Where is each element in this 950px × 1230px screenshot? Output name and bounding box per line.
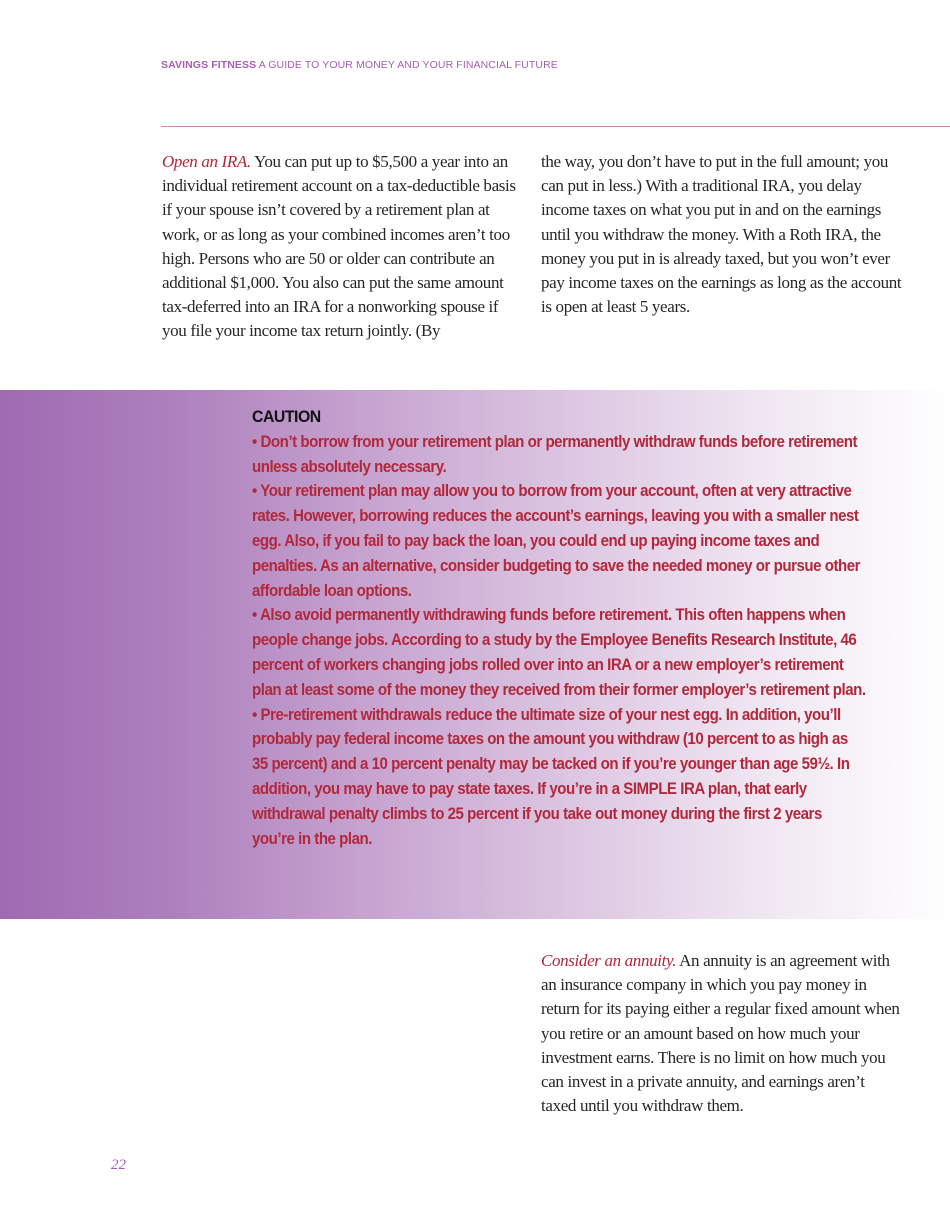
caution-bullet: • Also avoid permanently withdrawing funds before retirement. This often happens when people change jobs. According to a study by the Employee Benefits Research Institute, 46 percent of workers changing jobs rolled over into an IRA or a new employer’s retirement plan at least some of the money they received from their former employer’s retirement plan. [252, 606, 866, 699]
annuity-text: An annuity is an agreement with an insurance company in which you pay money in return for its paying either a regular fixed amount when you retire or an amount based on how much your investment earns. There is no limit on how much you can invest in a private annuity, and earnings aren’t taxed until you withdraw them. [541, 951, 900, 1116]
page-number: 22 [111, 1157, 126, 1173]
running-header [161, 59, 558, 71]
annuity-column [541, 949, 903, 1118]
ira-column-left [162, 150, 518, 344]
ira-column-right [541, 150, 903, 319]
ira-text-left: You can put up to $5,500 a year into an individual retirement account on a tax-deductible basis if your spouse isn’t covered by a retirement plan at work, or as long as your combined incomes aren’t too high. Persons who are 50 or older can contribute an additional $1,000. You also can put the same amount tax-deferred into an IRA for a nonworking spouse if you file your income tax return jointly. (By [162, 152, 516, 341]
caution-title: CAUTION [252, 407, 321, 426]
caution-bullet: • Pre-retirement withdrawals reduce the ultimate size of your nest egg. In addition, you’ll probably pay federal income taxes on the amount you withdraw (10 percent to as high as 35 percent) and a 10 percent penalty may be tacked on if you’re younger than age 59½. In addition, you may have to pay state taxes. If you’re in a SIMPLE IRA plan, that early withdrawal penalty climbs to 25 percent if you take out money during the first 2 years you’re in the plan. [252, 705, 850, 848]
ira-text-right: the way, you don’t have to put in the full amount; you can put in less.) With a traditional IRA, you delay income taxes on what you put in and on the earnings until you withdraw the money. With a Roth IRA, the money you put in is already taxed, but you won’t ever pay income taxes on the earnings as long as the account is open at least 5 years. [541, 152, 902, 317]
header-divider [161, 126, 950, 127]
caution-bullet: • Don’t borrow from your retirement plan or permanently withdraw funds before retirement unless absolutely necessary. [252, 432, 858, 476]
header-brand: SAVINGS FITNESS [161, 59, 257, 71]
annuity-lead: Consider an annuity. [541, 951, 677, 970]
caution-content [252, 405, 866, 851]
ira-lead: Open an IRA. [162, 152, 251, 171]
header-subtitle: A GUIDE TO YOUR MONEY AND YOUR FINANCIAL FUTURE [258, 59, 558, 71]
caution-bullet: • Your retirement plan may allow you to borrow from your account, often at very attractive rates. However, borrowing reduces the account’s earnings, leaving you with a smaller nest egg. Also, if you fail to pay back the loan, you could end up paying income taxes and penalties. As an alternative, consider budgeting to save the needed money or pursue other affordable loan options. [252, 482, 861, 600]
